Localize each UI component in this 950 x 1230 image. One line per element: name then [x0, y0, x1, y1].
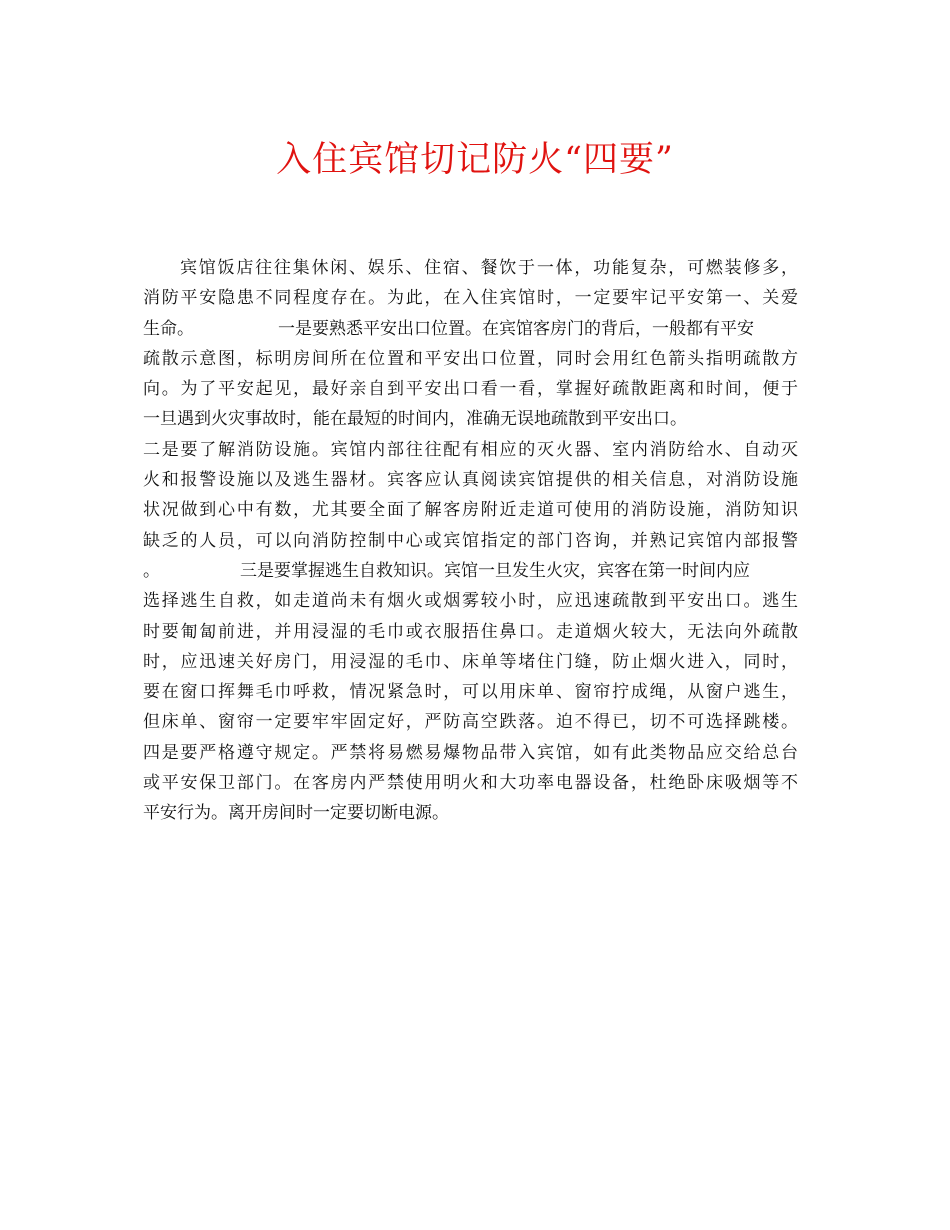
- body-line-18: 或平安保卫部门。在客房内严禁使用明火和大功率电器设备，杜绝卧床吸烟等不: [143, 773, 798, 794]
- body-line-8: 火和报警设施以及逃生器材。宾客应认真阅读宾馆提供的相关信息，对消防设施: [143, 470, 798, 491]
- body-line-17: 四是要严格遵守规定。严禁将易燃易爆物品带入宾馆，如有此类物品应交给总台: [143, 742, 798, 763]
- body-line-9: 状况做到心中有数，尤其要全面了解客房附近走道可使用的消防设施，消防知识: [143, 500, 798, 521]
- body-line-11: [143, 556, 798, 586]
- document-title: 入住宾馆切记防火“四要”: [276, 140, 674, 180]
- body-line-16: 但床单、窗帘一定要牢牢固定好，严防高空跌落。迫不得已，切不可选择跳楼。: [143, 712, 798, 733]
- body-line-5: 向。为了平安起见，最好亲自到平安出口看一看，掌握好疏散距离和时间，便于: [143, 379, 798, 400]
- body-line-11a: 。: [143, 560, 160, 581]
- body-line-1: 宾馆饭店往往集休闲、娱乐、住宿、餐饮于一体，功能复杂，可燃装修多，: [180, 258, 798, 278]
- body-line-11b: 三是要掌握逃生自救知识。宾馆一旦发生火灾，宾客在第一时间内应: [240, 560, 750, 581]
- body-line-6: 一旦遇到火灾事故时，能在最短的时间内，准确无误地疏散到平安出口。: [143, 409, 687, 430]
- body-line-12: 选择逃生自救，如走道尚未有烟火或烟雾较小时，应迅速疏散到平安出口。逃生: [143, 591, 798, 612]
- body-line-3a: 生命。: [143, 318, 194, 339]
- body-line-7: 二是要了解消防设施。宾馆内部往往配有相应的灭火器、室内消防给水、自动灭: [143, 439, 798, 460]
- body-line-14: 时，应迅速关好房门，用浸湿的毛巾、床单等堵住门缝，防止烟火进入，同时，: [143, 651, 798, 672]
- body-line-3: [143, 314, 798, 344]
- body-line-3b: 一是要熟悉平安出口位置。在宾馆客房门的背后，一般都有平安: [278, 318, 754, 339]
- body-line-13: 时要匍匐前进，并用浸湿的毛巾或衣服捂住鼻口。走道烟火较大，无法向外疏散: [143, 621, 798, 642]
- body-line-19: 平安行为。离开房间时一定要切断电源。: [143, 803, 449, 824]
- body-line-10: 缺乏的人员，可以向消防控制中心或宾馆指定的部门咨询，并熟记宾馆内部报警: [143, 530, 798, 551]
- body-line-2: 消防平安隐患不同程度存在。为此，在入住宾馆时，一定要牢记平安第一、关爱: [143, 288, 798, 309]
- body-line-4: 疏散示意图，标明房间所在位置和平安出口位置，同时会用红色箭头指明疏散方: [143, 348, 798, 369]
- document-body: [143, 253, 798, 829]
- body-line-15: 要在窗口挥舞毛巾呼救，情况紧急时，可以用床单、窗帘拧成绳，从窗户逃生，: [143, 682, 798, 703]
